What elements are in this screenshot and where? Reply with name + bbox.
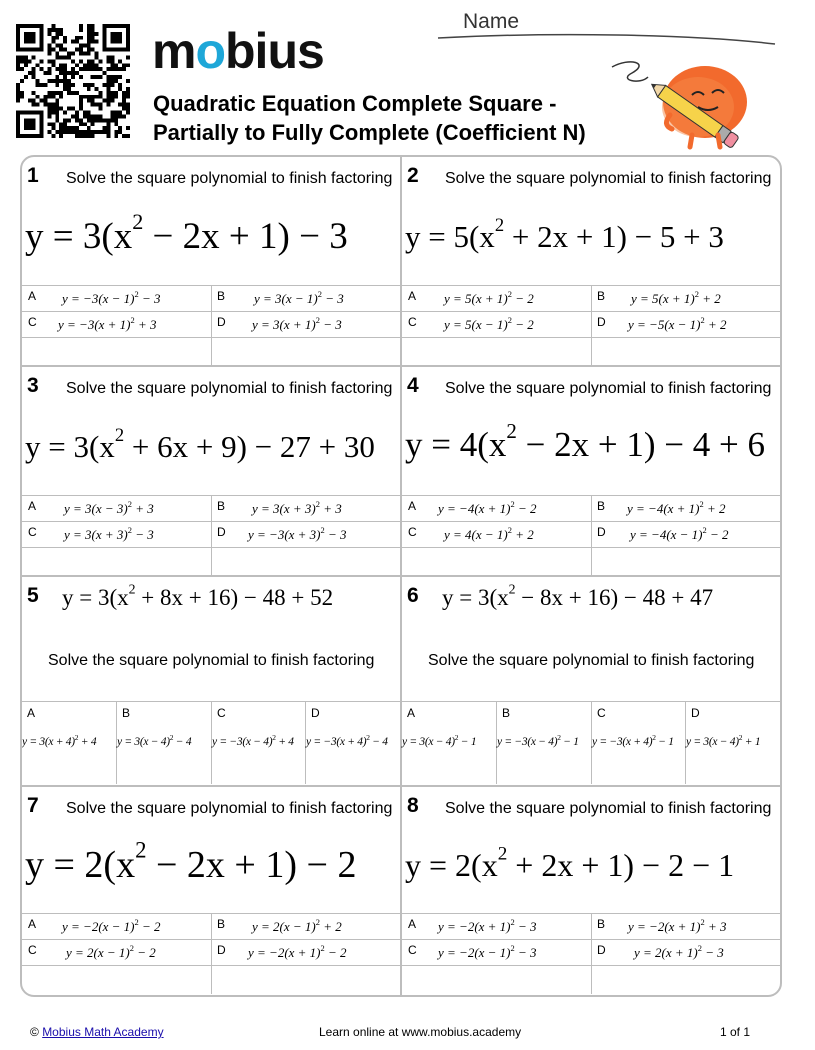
choice-c[interactable]: $y = 2(x - 1)^2 - 2$ — [66, 943, 156, 960]
problem-number: 1 — [27, 164, 39, 187]
problem-prompt: Solve the square polynomial to finish factoring — [445, 380, 772, 397]
choice-c[interactable]: $y = 3(x + 3)^2 - 3$ — [64, 525, 154, 542]
footer-copyright: © Mobius Math Academy — [30, 1025, 164, 1039]
answer-choices — [402, 701, 780, 784]
choice-a[interactable]: $y = 3(x - 4)^2 - 1$ — [402, 732, 477, 748]
answer-blank[interactable] — [22, 547, 400, 576]
choice-b[interactable]: $y = -2(x + 1)^2 + 3$ — [628, 917, 727, 934]
choice-row — [402, 285, 780, 312]
choice-d[interactable]: $y = -2(x + 1)^2 - 2$ — [248, 943, 347, 960]
choice-letter: A — [28, 289, 37, 303]
choice-letter: D — [597, 315, 606, 329]
problem-prompt: Solve the square polynomial to finish factoring — [48, 652, 375, 669]
problem-1 — [22, 157, 400, 365]
problem-equation: $y = 3(x^2 + 6x + 9) - 27 + 30$ — [25, 425, 375, 464]
choice-letter: D — [597, 943, 606, 957]
choice-letter: C — [28, 943, 37, 957]
choice-b[interactable]: $y = 3(x - 1)^2 - 3$ — [254, 289, 344, 306]
choice-b[interactable]: $y = -3(x - 4)^2 - 1$ — [497, 732, 579, 748]
problem-equation: $y = 2(x^2 + 2x + 1) - 2 - 1$ — [405, 843, 735, 883]
choice-letter: C — [28, 315, 37, 329]
choice-letter: D — [217, 943, 226, 957]
problem-prompt: Solve the square polynomial to finish factoring — [445, 800, 772, 817]
choice-letter: A — [408, 499, 417, 513]
choice-d[interactable]: $y = 3(x + 1)^2 - 3$ — [252, 315, 342, 332]
problem-prompt: Solve the square polynomial to finish factoring — [445, 170, 772, 187]
choice-row — [22, 495, 400, 522]
answer-choices — [22, 701, 400, 784]
choice-letter: A — [28, 499, 37, 513]
choice-c[interactable]: $y = -3(x + 1)^2 + 3$ — [58, 315, 157, 332]
problem-equation: $y = 3(x^2 + 8x + 16) - 48 + 52$ — [62, 581, 334, 610]
choice-b[interactable]: $y = 3(x - 4)^2 - 4$ — [117, 732, 192, 748]
choice-c[interactable]: $y = -3(x - 4)^2 + 4$ — [212, 732, 294, 748]
qr-code — [16, 24, 130, 138]
choice-c[interactable]: $y = 4(x - 1)^2 + 2$ — [444, 525, 534, 542]
choice-c[interactable]: $y = -2(x - 1)^2 - 3$ — [438, 943, 537, 960]
choice-letter: B — [122, 706, 131, 720]
choice-letter: D — [217, 525, 226, 539]
problem-prompt: Solve the square polynomial to finish factoring — [428, 652, 755, 669]
choice-a[interactable]: $y = -3(x - 1)^2 - 3$ — [62, 289, 161, 306]
problem-prompt: Solve the square polynomial to finish factoring — [66, 170, 393, 187]
choice-row — [402, 521, 780, 548]
problem-8 — [402, 787, 780, 995]
problem-equation: $y = 3(x^2 - 8x + 16) - 48 + 47$ — [442, 581, 714, 610]
problem-prompt: Solve the square polynomial to finish factoring — [66, 800, 393, 817]
choice-row — [22, 521, 400, 548]
problem-prompt: Solve the square polynomial to finish factoring — [66, 380, 393, 397]
choice-row — [402, 495, 780, 522]
choice-letter: B — [597, 917, 606, 931]
problem-5 — [22, 577, 400, 785]
choice-letter: C — [408, 525, 417, 539]
choice-a[interactable]: $y = 3(x + 4)^2 + 4$ — [22, 732, 97, 748]
choice-letter: B — [217, 917, 226, 931]
choice-d[interactable]: $y = -3(x + 4)^2 - 4$ — [306, 732, 388, 748]
choice-row — [402, 311, 780, 338]
choice-letter: D — [311, 706, 320, 720]
choice-d[interactable]: $y = -5(x - 1)^2 + 2$ — [628, 315, 727, 332]
worksheet-title — [153, 89, 586, 147]
problem-number: 6 — [407, 584, 419, 607]
problem-number: 2 — [407, 164, 419, 187]
choice-letter: C — [597, 706, 606, 720]
choice-b[interactable]: $y = 3(x + 3)^2 + 3$ — [252, 499, 342, 516]
choice-letter: A — [408, 289, 417, 303]
choice-letter: B — [502, 706, 511, 720]
problem-4 — [402, 367, 780, 575]
choice-row — [22, 939, 400, 966]
title-line-2: Partially to Fully Complete (Coefficient N) — [153, 120, 586, 145]
choice-letter: D — [217, 315, 226, 329]
answer-blank[interactable] — [402, 547, 780, 576]
problem-6 — [402, 577, 780, 785]
choice-letter: C — [408, 315, 417, 329]
worksheet-grid — [20, 155, 782, 997]
choice-letter: B — [217, 289, 226, 303]
page-number: 1 of 1 — [720, 1025, 751, 1039]
problem-equation: $y = 3(x^2 - 2x + 1) - 3$ — [25, 209, 348, 257]
problem-equation: $y = 5(x^2 + 2x + 1) - 5 + 3$ — [405, 215, 724, 254]
answer-blank[interactable] — [402, 337, 780, 366]
problem-number: 5 — [27, 584, 39, 607]
choice-d[interactable]: $y = -4(x - 1)^2 - 2$ — [630, 525, 729, 542]
problem-number: 3 — [27, 374, 39, 397]
mascot-pencil-icon — [610, 55, 760, 150]
problem-number: 8 — [407, 794, 419, 817]
problem-number: 7 — [27, 794, 39, 817]
choice-letter: C — [28, 525, 37, 539]
choice-a[interactable]: $y = -2(x - 1)^2 - 2$ — [62, 917, 161, 934]
choice-d[interactable]: $y = -3(x + 3)^2 - 3$ — [248, 525, 347, 542]
footer-link[interactable]: Mobius Math Academy — [42, 1025, 164, 1039]
choice-row — [22, 311, 400, 338]
problem-3 — [22, 367, 400, 575]
choice-b[interactable]: $y = 5(x + 1)^2 + 2$ — [631, 289, 721, 306]
choice-letter: B — [597, 289, 606, 303]
choice-a[interactable]: $y = 3(x - 3)^2 + 3$ — [64, 499, 154, 516]
choice-letter: D — [597, 525, 606, 539]
problem-7 — [22, 787, 400, 995]
name-label: Name — [463, 10, 520, 33]
choice-letter: C — [408, 943, 417, 957]
choice-letter: D — [691, 706, 700, 720]
choice-d[interactable]: $y = 3(x - 4)^2 + 1$ — [686, 732, 761, 748]
choice-letter: C — [217, 706, 226, 720]
choice-letter: A — [408, 917, 417, 931]
choice-row — [402, 939, 780, 966]
choice-letter: B — [597, 499, 606, 513]
choice-row — [22, 285, 400, 312]
choice-c[interactable]: $y = -3(x + 4)^2 - 1$ — [592, 732, 674, 748]
problem-equation: $y = 4(x^2 - 2x + 1) - 4 + 6$ — [405, 419, 766, 464]
answer-blank[interactable] — [22, 965, 400, 994]
choice-letter: A — [27, 706, 36, 720]
problem-number: 4 — [407, 374, 419, 397]
mobius-logo: mobius — [152, 23, 324, 79]
choice-d[interactable]: $y = 2(x + 1)^2 - 3$ — [634, 943, 724, 960]
answer-blank[interactable] — [402, 965, 780, 994]
choice-c[interactable]: $y = 5(x - 1)^2 - 2$ — [444, 315, 534, 332]
footer-center-text: Learn online at www.mobius.academy — [319, 1025, 522, 1039]
choice-b[interactable]: $y = 2(x - 1)^2 + 2$ — [252, 917, 342, 934]
name-underline — [430, 28, 780, 58]
choice-a[interactable]: $y = -2(x + 1)^2 - 3$ — [438, 917, 537, 934]
problem-2 — [402, 157, 780, 365]
choice-letter: A — [407, 706, 416, 720]
answer-blank[interactable] — [22, 337, 400, 366]
choice-letter: A — [28, 917, 37, 931]
title-line-1: Quadratic Equation Complete Square - — [153, 91, 557, 116]
choice-b[interactable]: $y = -4(x + 1)^2 + 2$ — [627, 499, 726, 516]
choice-row — [22, 913, 400, 940]
choice-row — [402, 913, 780, 940]
choice-letter: B — [217, 499, 226, 513]
choice-a[interactable]: $y = -4(x + 1)^2 - 2$ — [438, 499, 537, 516]
choice-a[interactable]: $y = 5(x + 1)^2 - 2$ — [444, 289, 534, 306]
problem-equation: $y = 2(x^2 - 2x + 1) - 2$ — [25, 837, 357, 886]
